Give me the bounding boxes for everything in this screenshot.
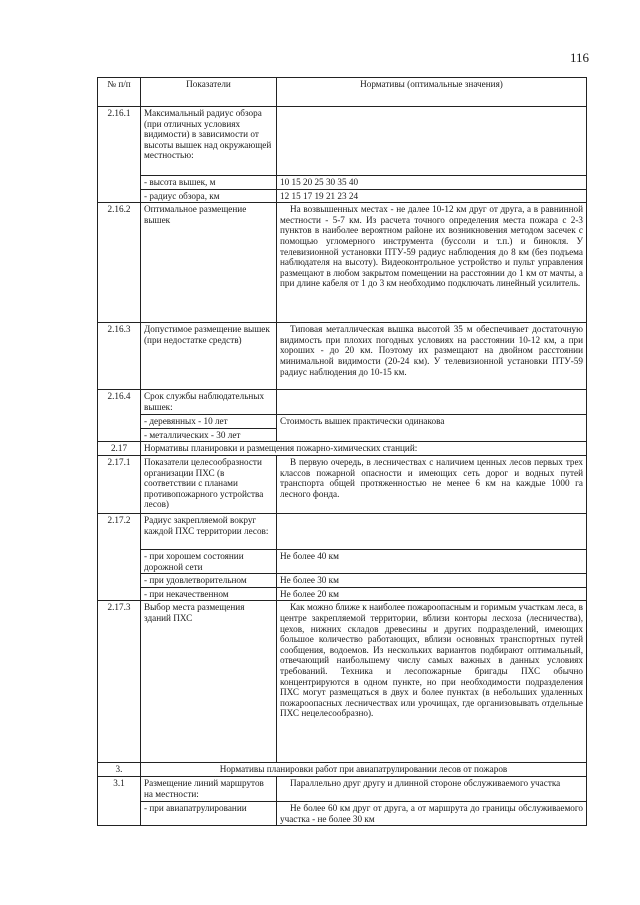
table-row xyxy=(98,390,587,415)
header-number: № п/п xyxy=(98,78,141,107)
row-value xyxy=(277,513,587,549)
table-row xyxy=(98,776,587,801)
header-indicators: Показатели xyxy=(141,78,277,107)
row-label: Радиус закрепляемой вокруг каждой ПХС территории лесов: xyxy=(141,513,277,549)
row-number: 2.16.3 xyxy=(98,323,141,390)
table-row xyxy=(98,549,587,573)
row-value: Как можно ближе к наиболее пожароопасным и горимым участкам леса, в центре закрепляемой территории, вблизи конторы лесхоза (лесничества), цехов, нижних складов древесины и других подразделений, имеющих большое количество работающих, вблизи основных транспортных путей сообщения, водоемов. Из нескольких вариантов подбирают оптимальный, отвечающий наибольшему числу самых важных в данных условиях требований. Техника и лесопожарные бригады ПХС обычно концентрируются в одном пункте, но при необходимости подразделения ПХС могут размещаться в двух и более пунктах (в небольших удаленных пожароопасных лесничествах или урочищах, где организовывать отдельные ПХС нецелесообразно). xyxy=(277,601,587,763)
header-normatives: Нормативы (оптимальные значения) xyxy=(277,78,587,107)
row-number: 2.17.2 xyxy=(98,513,141,600)
row-sublabel: - высота вышек, м xyxy=(141,176,277,190)
row-label: Показатели целесообразности организации ПХС (в соответствии с планами противопожарного устройства лесов) xyxy=(141,455,277,513)
page-number: 116 xyxy=(570,50,590,65)
row-sublabel: - при авиапатрулировании xyxy=(141,801,277,825)
row-number: 2.16.1 xyxy=(98,107,141,203)
table-row xyxy=(98,455,587,513)
section-title: Нормативы планировки и размещения пожарно-химических станций: xyxy=(141,442,587,456)
table-row xyxy=(98,513,587,549)
table-row xyxy=(98,323,587,390)
row-value: На возвышенных местах - не далее 10-12 км друг от друга, а в равнинной местности - 5-7 км. Из расчета точного определения места пожара с 2-3 пунктов в наиболее вероятном районе их возникновения методом засечек с помощью угломерного инструмента (буссоли и т.п.) и бинокля. У телевизионной установки ПТУ-59 радиус наблюдения до 8 км (без подъема наблюдателя на высоту). Видеоконтрольное устройство и пульт управления размещают в любом закрытом помещении на расстоянии до 1 км от мачты, а при длине кабеля от 1 до 3 км необходимо подключать линейный усилитель. xyxy=(277,203,587,323)
row-number: 2.17.1 xyxy=(98,455,141,513)
row-number: 2.17.3 xyxy=(98,601,141,763)
row-sublabel: - деревянных - 10 лет xyxy=(141,415,277,429)
normatives-table xyxy=(97,77,587,826)
row-number: 2.16.2 xyxy=(98,203,141,323)
section-row xyxy=(98,763,587,777)
row-subvalue: Стоимость вышек практически одинакова xyxy=(277,415,587,442)
row-sublabel: - при некачественном xyxy=(141,587,277,601)
row-subvalue: 10 15 20 25 30 35 40 xyxy=(277,176,587,190)
section-title: Нормативы планировки работ при авиапатрулировании лесов от пожаров xyxy=(141,763,587,777)
row-sublabel: - при удовлетворительном xyxy=(141,574,277,588)
row-sublabel: - при хорошем состоянии дорожной сети xyxy=(141,549,277,573)
row-sublabel: - радиус обзора, км xyxy=(141,189,277,203)
table-row xyxy=(98,587,587,601)
row-label: Максимальный радиус обзора (при отличных условиях видимости) в зависимости от высоты вышек над окружающей местностью: xyxy=(141,107,277,176)
table-row xyxy=(98,107,587,176)
row-label: Оптимальное размещение вышек xyxy=(141,203,277,323)
row-label: Срок службы наблюдательных вышек: xyxy=(141,390,277,415)
row-subvalue: Не более 40 км xyxy=(277,549,587,573)
row-number: 2.16.4 xyxy=(98,390,141,442)
row-number: 3. xyxy=(98,763,141,777)
row-value xyxy=(277,390,587,415)
row-subvalue: Не более 30 км xyxy=(277,574,587,588)
table-row xyxy=(98,574,587,588)
row-label: Выбор места размещения зданий ПХС xyxy=(141,601,277,763)
row-value: Типовая металлическая вышка высотой 35 м обеспечивает достаточную видимость при плохих погодных условиях на расстоянии 10-12 км, а при хороших - до 20 км. Поэтому их размещают на двойном расстоянии минимальной видимости (20-24 км). У телевизионной установки ПТУ-59 радиус наблюдения до 10-15 км. xyxy=(277,323,587,390)
section-row xyxy=(98,442,587,456)
table-row xyxy=(98,203,587,323)
row-subvalue: Не более 60 км друг от друга, а от маршрута до границы обслуживаемого участка - не более 30 км xyxy=(277,801,587,825)
row-subvalue: Не более 20 км xyxy=(277,587,587,601)
row-value: Параллельно друг другу и длинной стороне обслуживаемого участка xyxy=(277,776,587,801)
row-number: 3.1 xyxy=(98,776,141,825)
table-row xyxy=(98,415,587,429)
row-number: 2.17 xyxy=(98,442,141,456)
row-label: Допустимое размещение вышек (при недостатке средств) xyxy=(141,323,277,390)
table-row xyxy=(98,601,587,763)
table-row xyxy=(98,189,587,203)
row-subvalue: 12 15 17 19 21 23 24 xyxy=(277,189,587,203)
row-label: Размещение линий маршрутов на местности: xyxy=(141,776,277,801)
row-value xyxy=(277,107,587,176)
row-sublabel: - металлических - 30 лет xyxy=(141,428,277,442)
table-row xyxy=(98,801,587,825)
table-header-row xyxy=(98,78,587,107)
row-value: В первую очередь, в лесничествах с наличием ценных лесов первых трех классов пожарной опасности и имеющих сеть дорог и водных путей транспорта общей протяженностью не менее 6 км на каждые 1000 га лесного фонда. xyxy=(277,455,587,513)
table-row xyxy=(98,176,587,190)
